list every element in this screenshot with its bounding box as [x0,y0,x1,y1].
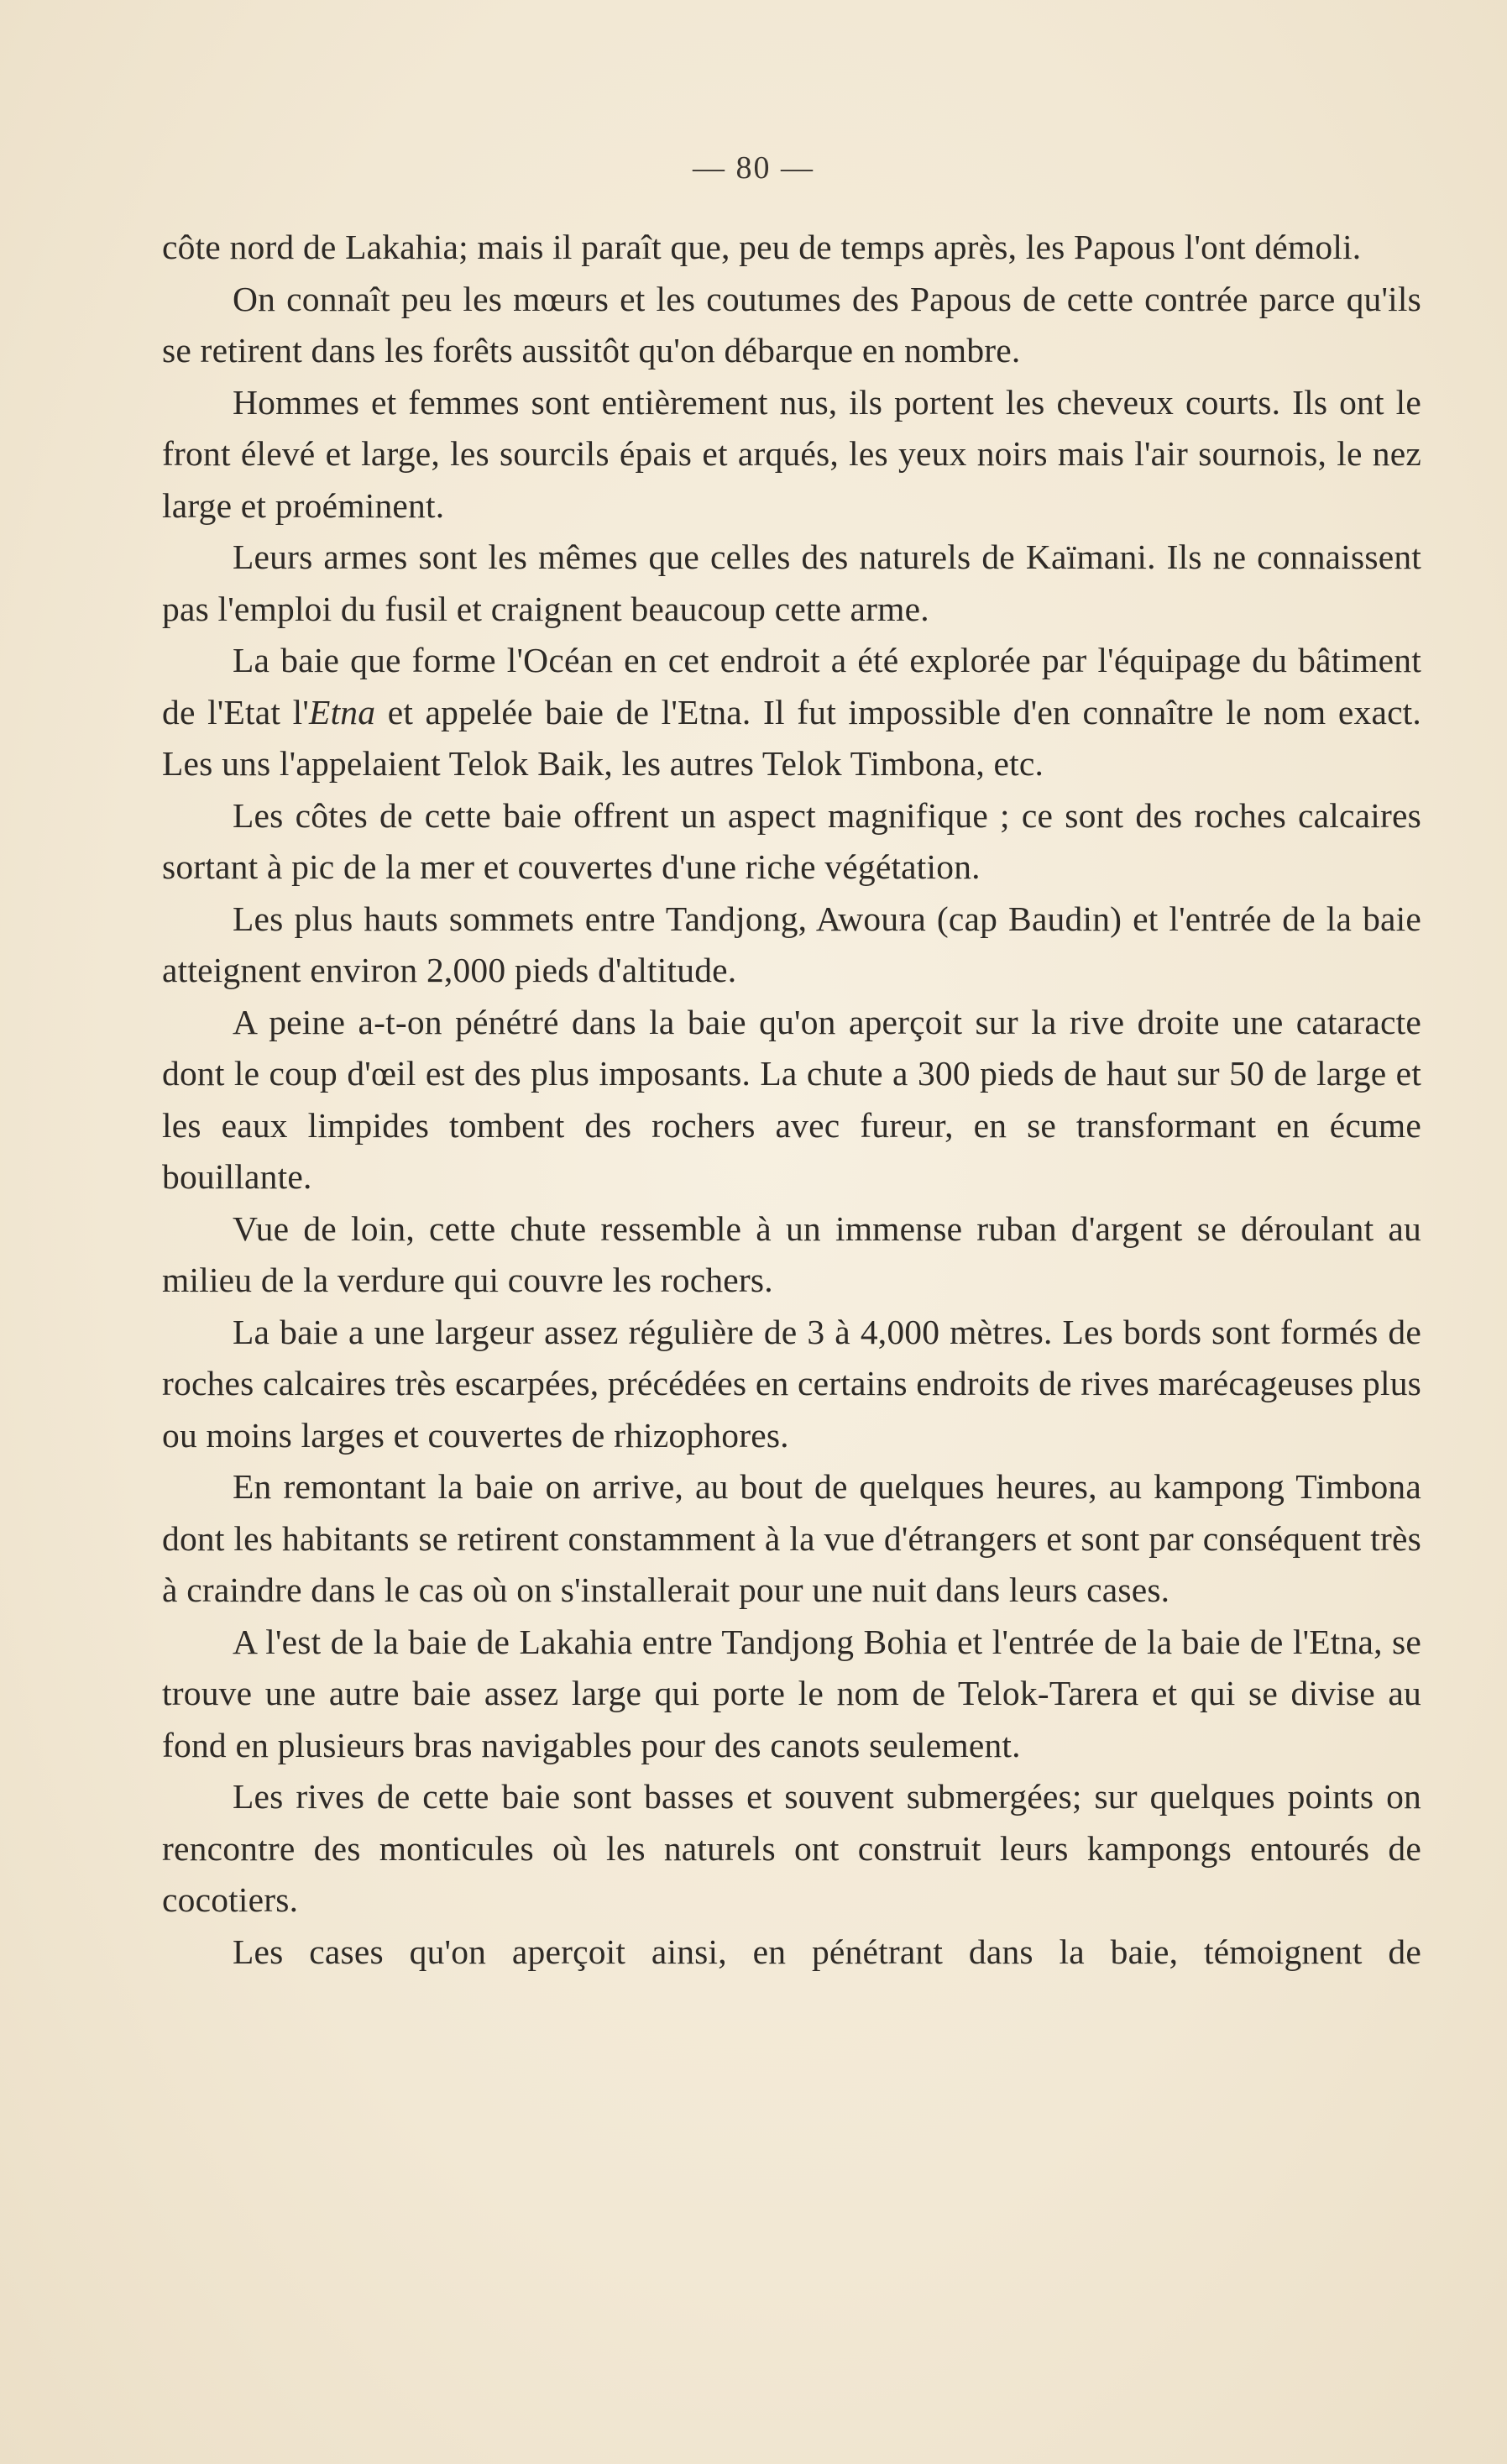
etna-text-after: et appelée baie de l'Etna. Il fut impossible d'en connaître le nom exact. Les uns l'appelaient Telok Baik, les autres Telok Timbona, etc. [162,692,1421,783]
paragraph-9: Vue de loin, cette chute ressemble à un immense ruban d'argent se déroulant au milieu de la verdure qui couvre les rochers. [162,1208,1421,1299]
paragraph-4: Leurs armes sont les mêmes que celles des naturels de Kaïmani. Ils ne connaissent pas l'emploi du fusil et craignent beaucoup cette arme. [162,537,1421,628]
page-number: — 80 — [693,150,814,186]
paragraph-13: Les rives de cette baie sont basses et souvent submergées; sur quelques points on rencontre des monticules où les naturels ont construit leurs kampongs entourés de cocotiers. [162,1777,1421,1919]
body-text [162,222,1421,1978]
paragraph-etna [162,635,1421,790]
paragraph-8: A peine a-t-on pénétré dans la baie qu'on aperçoit sur la rive droite une cataracte dont le coup d'œil est des plus imposants. La chute a 300 pieds de haut sur 50 de large et les eaux limpides tombent des rochers avec fureur, en se transformant en écume bouillante. [162,1002,1421,1196]
etna-ship-name: Etna [309,692,376,731]
etna-text-before: La baie que forme l'Océan en cet endroit a été explorée par l'équipage du bâtiment de l'Etat l' [162,641,1421,731]
paragraph-12: A l'est de la baie de Lakahia entre Tandjong Bohia et l'entrée de la baie de l'Etna, se trouve une autre baie assez large qui porte le nom de Telok-Tarera et qui se divise au fond en plusieurs bras navigables pour des canots seulement. [162,1622,1421,1764]
paragraph-10: La baie a une largeur assez régulière de 3 à 4,000 mètres. Les bords sont formés de roches calcaires très escarpées, précédées en certains endroits de rives marécageuses plus ou moins larges et couvertes de rhizophores. [162,1312,1421,1455]
paragraph-6: Les côtes de cette baie offrent un aspect magnifique ; ce sont des roches calcaires sortant à pic de la mer et couvertes d'une riche végétation. [162,795,1421,886]
paragraph-14: Les cases qu'on aperçoit ainsi, en pénétrant dans la baie, témoignent de [233,1932,1421,1971]
paragraph-2: On connaît peu les mœurs et les coutumes des Papous de cette contrée parce qu'ils se retirent dans les forêts aussitôt qu'on débarque en nombre. [162,279,1421,370]
paragraph-7: Les plus hauts sommets entre Tandjong, Awoura (cap Baudin) et l'entrée de la baie atteignent environ 2,000 pieds d'altitude. [162,899,1421,989]
paragraph-11: En remontant la baie on arrive, au bout de quelques heures, au kampong Timbona dont les habitants se retirent constamment à la vue d'étrangers et sont par conséquent très à craindre dans le cas où on s'installerait pour une nuit dans leurs cases. [162,1467,1421,1609]
paragraph-1: côte nord de Lakahia; mais il paraît que, peu de temps après, les Papous l'ont démoli. [162,228,1362,266]
paragraph-3: Hommes et femmes sont entièrement nus, ils portent les cheveux courts. Ils ont le front élevé et large, les sourcils épais et arqués, les yeux noirs mais l'air sournois, le nez large et proéminent. [162,382,1421,525]
